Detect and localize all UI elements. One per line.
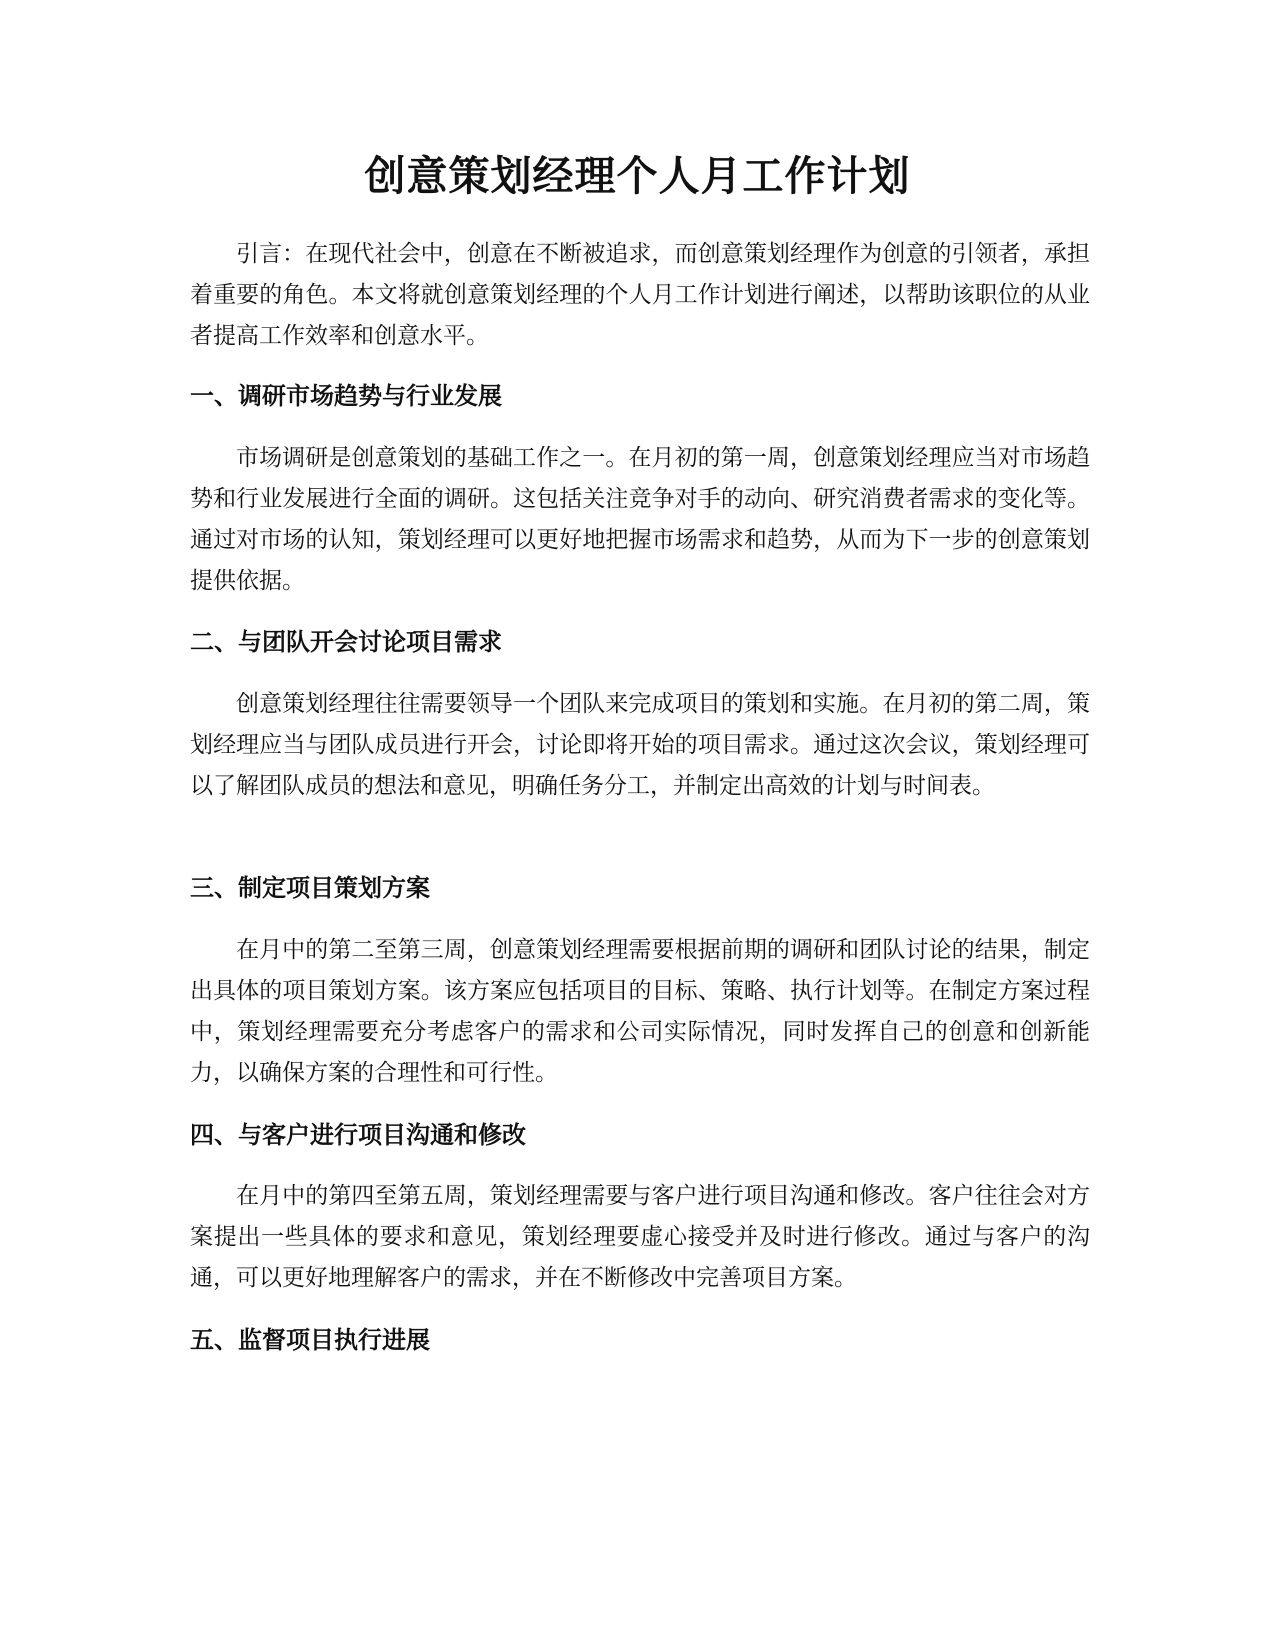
section-5-heading: 五、监督项目执行进展 — [190, 1326, 430, 1354]
document-title: 创意策划经理个人月工作计划 — [364, 152, 911, 200]
section-1-heading: 一、调研市场趋势与行业发展 — [190, 382, 502, 410]
intro-paragraph: 引言：在现代社会中，创意在不断被追求，而创意策划经理作为创意的引领者，承担着重要的角色。本文将就创意策划经理的个人月工作计划进行阐述，以帮助该职位的从业者提高工作效率和创意水平。 — [190, 241, 1090, 349]
section-2-body: 创意策划经理往往需要领导一个团队来完成项目的策划和实施。在月初的第二周，策划经理应当与团队成员进行开会，讨论即将开始的项目需求。通过这次会议，策划经理可以了解团队成员的想法和意见，明确任务分工，并制定出高效的计划与时间表。 — [190, 691, 1090, 799]
section-3-heading: 三、制定项目策划方案 — [190, 874, 430, 902]
section-2-heading: 二、与团队开会讨论项目需求 — [190, 628, 502, 656]
section-3-body: 在月中的第二至第三周，创意策划经理需要根据前期的调研和团队讨论的结果，制定出具体的项目策划方案。该方案应包括项目的目标、策略、执行计划等。在制定方案过程中，策划经理需要充分考虑客户的需求和公司实际情况，同时发挥自己的创意和创新能力，以确保方案的合理性和可行性。 — [190, 937, 1090, 1086]
section-4-body: 在月中的第四至第五周，策划经理需要与客户进行项目沟通和修改。客户往往会对方案提出一些具体的要求和意见，策划经理要虚心接受并及时进行修改。通过与客户的沟通，可以更好地理解客户的需求，并在不断修改中完善项目方案。 — [190, 1183, 1090, 1291]
section-1-body: 市场调研是创意策划的基础工作之一。在月初的第一周，创意策划经理应当对市场趋势和行业发展进行全面的调研。这包括关注竞争对手的动向、研究消费者需求的变化等。通过对市场的认知，策划经理可以更好地把握市场需求和趋势，从而为下一步的创意策划提供依据。 — [190, 445, 1090, 594]
section-4-heading: 四、与客户进行项目沟通和修改 — [190, 1121, 526, 1149]
